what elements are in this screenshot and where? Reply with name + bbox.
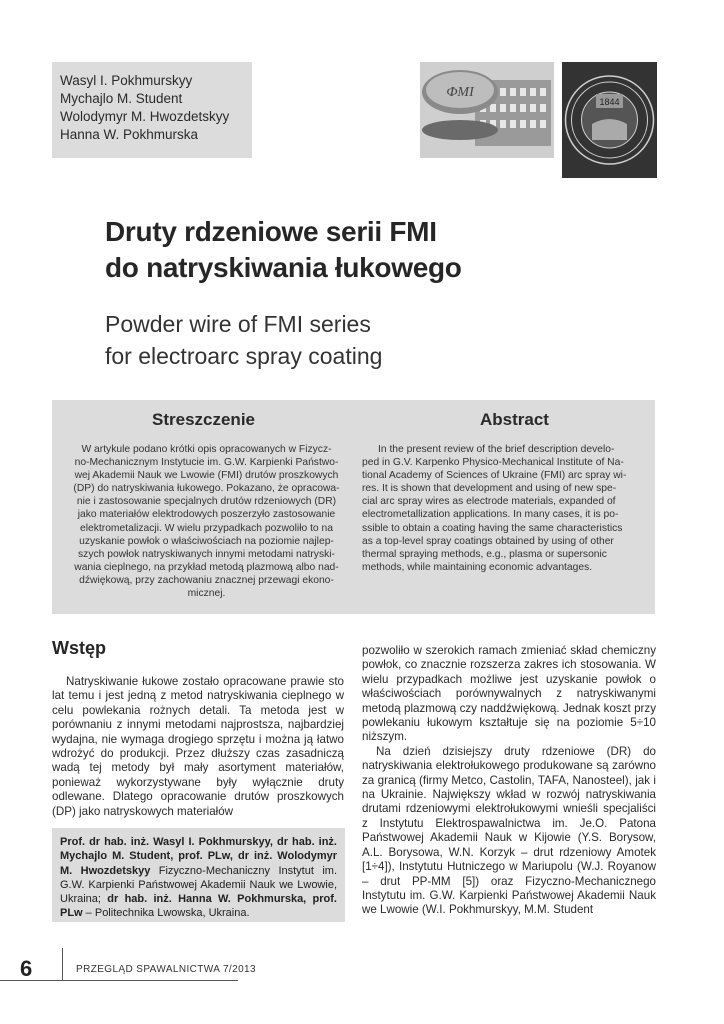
abstract-english-heading: Abstract	[480, 410, 549, 429]
abstract-english-text	[362, 443, 644, 574]
author-1: Wasyl I. Pokhmurskyy	[60, 73, 193, 88]
authors-box	[52, 62, 252, 158]
abstract-polish-line: nie i zastosowanie specjalnych drutów rdzeniowych (DR)	[76, 496, 337, 508]
abstract-polish-line: wania cieplnego, na przykład metodą plazmową albo nad-	[74, 561, 339, 573]
abstract-polish-line: wej Akademii Nauk we Lwowie (FMI) drutów proszkowych	[74, 470, 339, 482]
abstract-polish-text	[68, 443, 345, 600]
abstract-english-line: ped in G.V. Karpenko Physico-Mechanical Institute of Na-	[362, 457, 624, 469]
svg-text:1844: 1844	[599, 97, 620, 107]
abstract-polish-line: elektrometalizacji. W wielu przypadkach pozwoliło to na	[80, 522, 333, 534]
abstract-english-line: res. It is shown that development and using of new spe-	[362, 483, 617, 495]
affiliation-institute-2: – Politechnika Lwowska, Ukraina.	[82, 907, 250, 920]
title-polish-line-2: do natryskiwania łukowego	[105, 252, 462, 283]
left-column	[52, 675, 344, 819]
institute-logo	[420, 62, 554, 158]
abstract-polish-line: jako materiałów elektrodowych poszerzyło zastosowanie	[77, 509, 336, 521]
abstract-polish-line: dźwiękową, przy zachowaniu znacznej przewagi ekono-	[79, 574, 334, 586]
title-polish-line-1: Druty rdzeniowe serii FMI	[105, 216, 437, 247]
svg-text:ФМІ: ФМІ	[446, 85, 474, 100]
abstract-english-line: thermal spraying methods, e.g., plasma or supersonic	[362, 548, 607, 560]
title-english-line-1: Powder wire of FMI series	[105, 311, 371, 337]
abstract-polish-heading: Streszczenie	[152, 410, 255, 429]
university-seal	[562, 62, 657, 178]
author-4: Hanna W. Pokhmurska	[60, 127, 199, 142]
abstract-english-line: as a top-level spray coatings obtained by using of other	[362, 535, 614, 547]
author-2: Mychajlo M. Student	[60, 91, 183, 106]
abstract-polish-line: (DP) do natryskiwania łukowego. Pokazano, że opracowa-	[73, 483, 340, 495]
abstract-english-line: methods, while maintaining economic advantages.	[362, 561, 593, 573]
left-column-paragraph: Natryskiwanie łukowe zostało opracowane prawie sto lat temu i jest jedną z metod natryskiwania cieplnego w celu powlekania rożnych detali. Ta metoda jest w porównaniu z innymi metodami najprostsza, najbardziej wydajna, nie wymaga drogiego sprzętu i można ją łatwo wdrożyć do produkcji. Przez dłuższy czas zasadniczą wadą tej metody był mały asortyment materiałów, ponieważ wykorzystywane były wyłącznie druty odlewane. Dlatego opracowanie drutów proszkowych (DP) jako natryskowych materiałów	[52, 675, 344, 818]
affiliation-box	[52, 828, 345, 922]
affiliation-authors-1: Prof. dr hab. inż. Wasyl I. Pokhmurskyy, dr hab. inż. Mychajlo M. Student, prof. PLw, dr inż. Wolodymyr M. Hwozdetskyy	[60, 836, 337, 877]
footer-divider-vertical	[62, 948, 63, 980]
abstract-polish-line: micznej.	[187, 588, 226, 600]
abstract-polish-line: W artykule podano krótki opis opracowanych w Fizycz-	[81, 444, 332, 455]
title-english-line-2: for electroarc spray coating	[105, 343, 383, 369]
affiliation-institute-1: Fizyczno-Mechaniczny Instytut im. G.W. Karpienki Państwowej Akademii Nauk we Lwowie, Ukraina;	[60, 864, 337, 906]
affiliation-authors-2: dr hab. inż. Hanna W. Pokhmurska, prof. PLw	[60, 893, 337, 920]
right-column-paragraph-2: Na dzień dzisiejszy druty rdzeniowe (DR) do natryskiwania elektrołukowego produkowane są zarówno za granicą (firmy Metco, Castolin, TAFA, Nanosteel), jak i na Ukrainie. Największy wkład w rozwój natryskiwania drutami rdzeniowymi elektrołukowymi wnieśli specjaliści z Instytutu Elektrospawalnictwa im. Je.O. Patona Państwowej Akademii Nauk w Kijowie (Y.S. Borysow, A.L. Borysowa, W.N. Korzyk – drut rdzeniowy Amotek [1÷4]), Instytutu Hutniczego w Mariupolu (W.J. Royanow – drut PP-MM [5]) oraz Fizyczno-Mechanicznego Instytutu im. G.W. Karpienki Państwowej Akademii Nauk we Lwowie (W.I. Pokhmurskyy, M.M. Student	[362, 744, 656, 917]
abstract-english-line: In the present review of the brief description develo-	[378, 444, 615, 455]
author-3: Wolodymyr M. Hwozdetskyy	[60, 109, 230, 124]
footer-divider-horizontal	[0, 980, 238, 981]
right-column	[362, 644, 656, 918]
section-heading-introduction: Wstęp	[52, 638, 106, 658]
title-polish	[105, 214, 665, 286]
abstract-english-line: cial arc spray wires as electrode materials, expanded of	[362, 496, 616, 508]
abstract-polish-line: uzyskanie powłok o właściwościach na poziomie najlep-	[79, 535, 334, 547]
abstract-box	[52, 400, 655, 614]
journal-name: PRZEGLĄD SPAWALNICTWA 7/2013	[76, 964, 256, 975]
abstract-polish-line: no-Mechanicznym Instytucie im. G.W. Karpienki Państwo-	[74, 457, 339, 469]
abstract-english-line: tional Academy of Sciences of Ukraine (FMI) arc spray wi-	[362, 470, 627, 482]
page-number: 6	[20, 956, 33, 981]
title-english	[105, 308, 665, 372]
right-column-paragraph-1: pozwoliło w szerokich ramach zmieniać skład chemiczny powłok, co znacznie rozszerza zakres ich stosowania. W wielu przypadkach możliwe jest uzyskanie powłok o właściwościach porównywalnych z natryskiwanymi metodą plazmową czy naddźwiękową. Jednak koszt przy powlekaniu łukowym kształtuje się na poziomie 5÷10 niższym.	[362, 644, 656, 744]
abstract-polish-line: szych powłok natryskiwanych innymi metodami natryski-	[78, 548, 335, 560]
abstract-english-line: electrometallization applications. In many cases, it is po-	[362, 509, 619, 521]
abstract-english-line: ssible to obtain a coating having the same characteristics	[362, 522, 623, 534]
